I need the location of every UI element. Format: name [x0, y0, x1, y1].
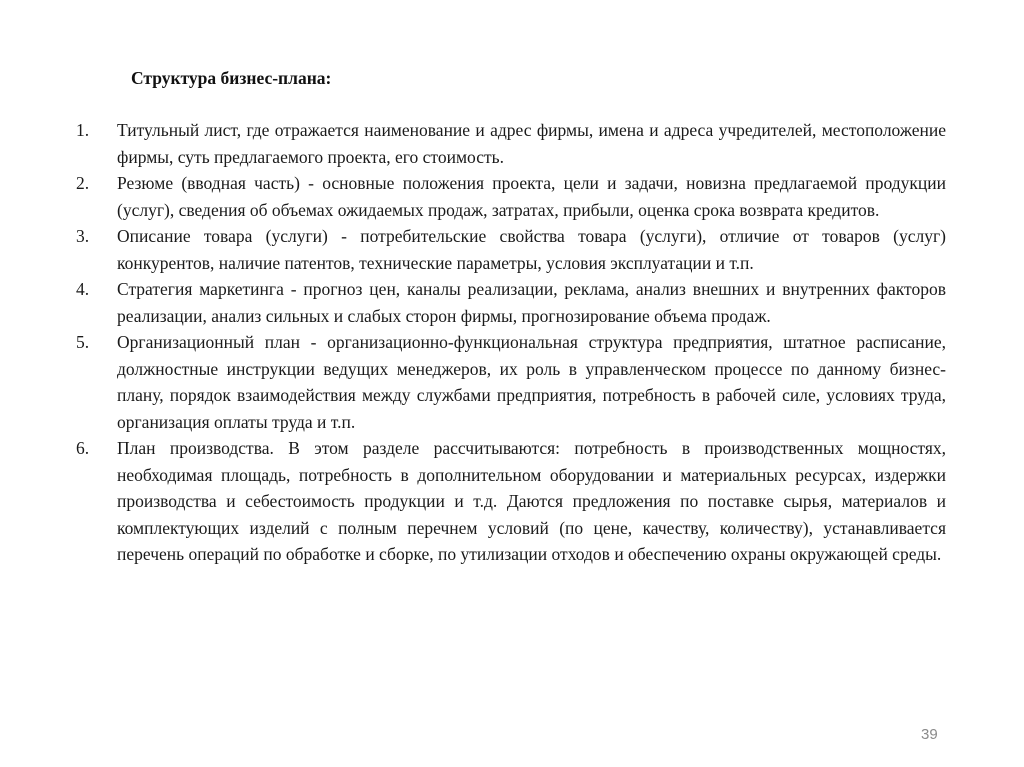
list-item-number: 2.	[76, 173, 90, 193]
list-item-text: Описание товара (услуги) - потребительские свойства товара (услуги), отличие от товаров (услуг) конкурентов, наличие патентов, технические параметры, условия эксплуатации и т.п.	[117, 226, 946, 273]
list-item-text: Стратегия маркетинга - прогноз цен, каналы реализации, реклама, анализ внешних и внутренних факторов реализации, анализ сильных и слабых сторон фирмы, прогнозирование объема продаж.	[117, 279, 946, 326]
list-item-number: 1.	[76, 120, 90, 140]
list-item-number: 6.	[76, 438, 90, 458]
list-item	[76, 117, 946, 170]
list-item	[76, 170, 946, 223]
list-item-text: Титульный лист, где отражается наименование и адрес фирмы, имена и адреса учредителей, местоположение фирмы, суть предлагаемого проекта, его стоимость.	[117, 120, 946, 167]
list-item-number: 3.	[76, 226, 90, 246]
list-item	[76, 435, 946, 568]
list-item-number: 4.	[76, 279, 90, 299]
slide-title: Структура бизнес-плана:	[131, 68, 332, 88]
business-plan-list	[76, 117, 946, 568]
list-item	[76, 276, 946, 329]
list-item	[76, 223, 946, 276]
list-item-text: Организационный план - организационно-функциональная структура предприятия, штатное расписание, должностные инструкции ведущих менеджеров, их роль в управленческом процессе по данному бизнес-плану, порядок взаимодействия между службами предприятия, потребность в рабочей силе, условиях труда, организация оплаты труда и т.п.	[117, 332, 946, 432]
list-item-text: Резюме (вводная часть) - основные положения проекта, цели и задачи, новизна предлагаемой продукции (услуг), сведения об объемах ожидаемых продаж, затратах, прибыли, оценка срока возврата кредитов.	[117, 173, 946, 220]
list-item	[76, 329, 946, 435]
page-number: 39	[921, 726, 938, 743]
list-item-text: План производства. В этом разделе рассчитываются: потребность в производственных мощностях, необходимая площадь, потребность в дополнительном оборудовании и материальных ресурсах, издержки производства и себестоимость продукции и т.д. Даются предложения по поставке сырья, материалов и комплектующих изделий с полным перечнем условий (по цене, качеству, количеству), устанавливается перечень операций по обработке и сборке, по утилизации отходов и обеспечению охраны окружающей среды.	[117, 438, 946, 564]
list-item-number: 5.	[76, 332, 90, 352]
